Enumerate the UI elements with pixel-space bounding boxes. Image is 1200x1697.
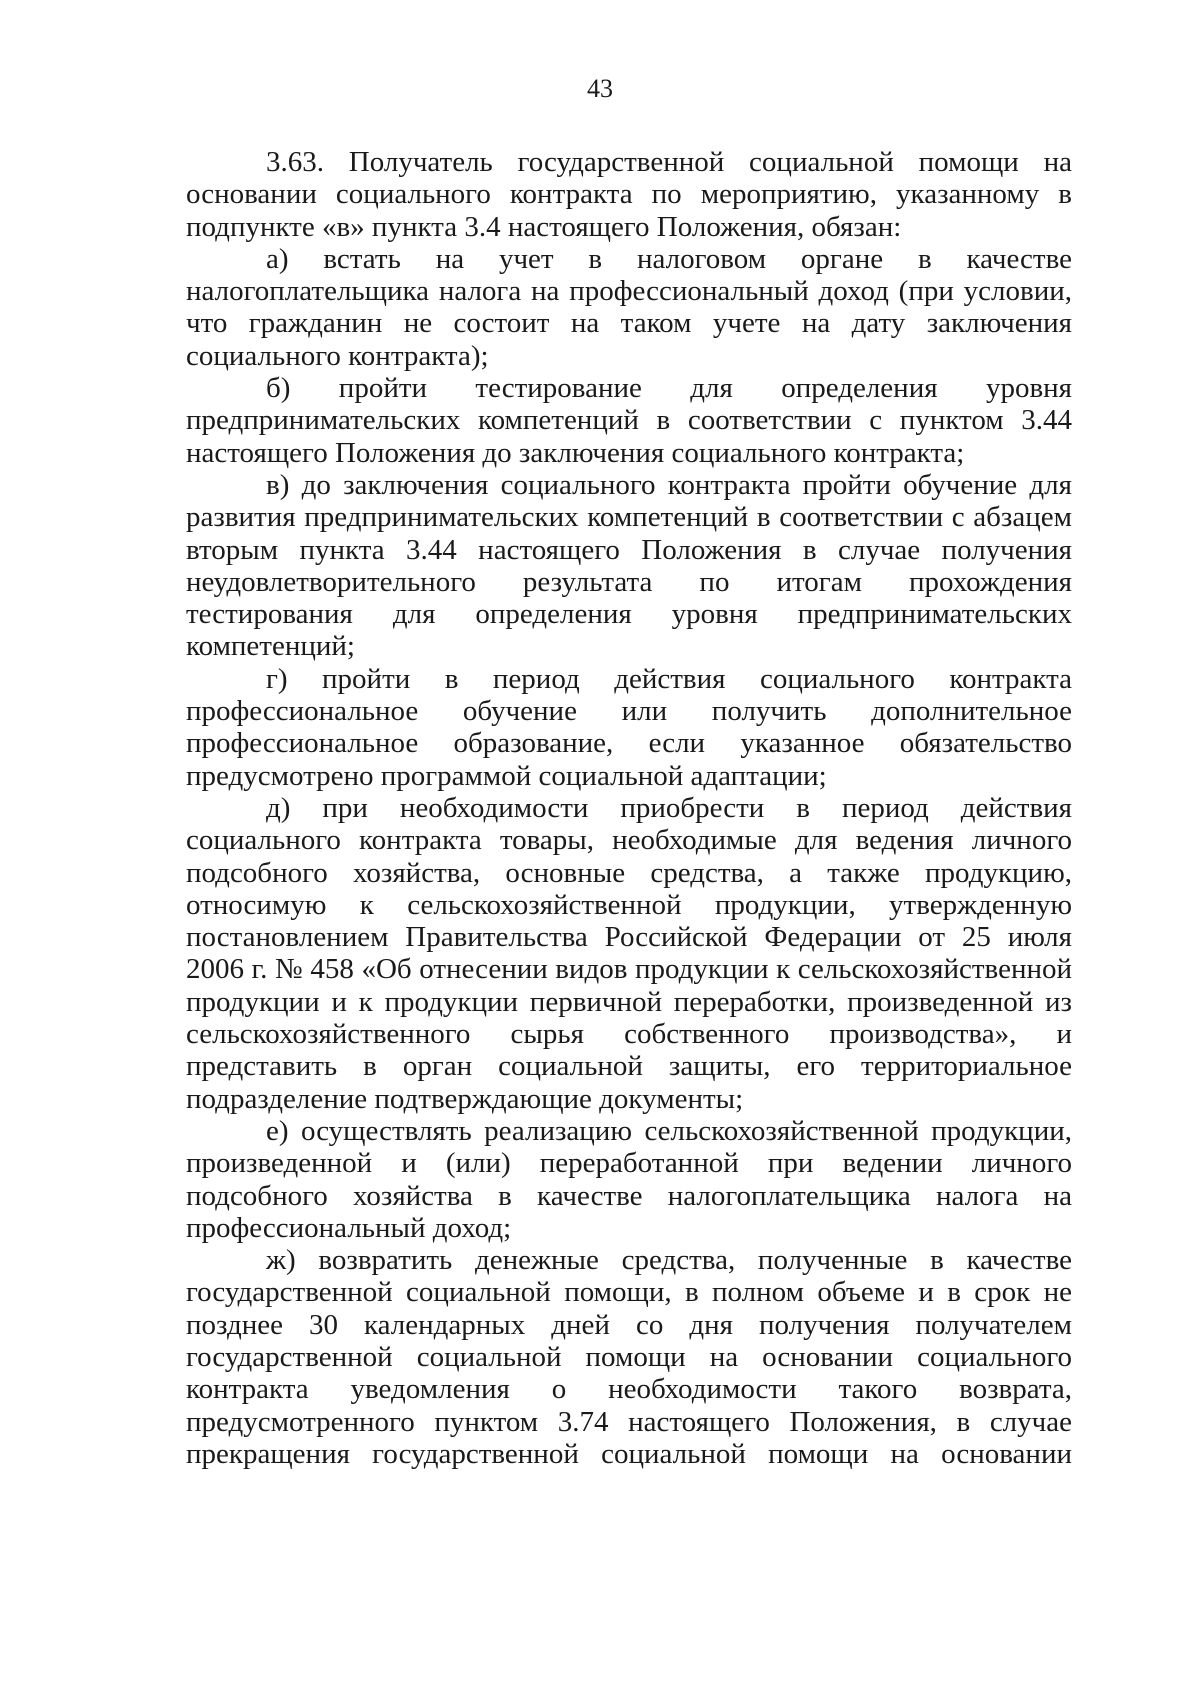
paragraph-item-g: г) пройти в период действия социального контракта профессиональное обучение или получить дополнительное профессиональное образование, если указанное обязательство предусмотрено программой социальной адаптации; — [186, 662, 1072, 792]
paragraph-item-v: в) до заключения социального контракта пройти обучение для развития предпринимательских компетенций в соответствии с абзацем вторым пункта 3.44 настоящего Положения в случае получения неудовлетворительного результата по итогам прохождения тестирования для определения уровня предпринимательских компетенций; — [186, 468, 1072, 663]
paragraph-item-d: д) при необходимости приобрести в период действия социального контракта товары, необходимые для ведения личного подсобного хозяйства, основные средства, а также продукцию, относимую к сельскохозяйственной продукции, утвержденную постановлением Правительства Российской Федерации от 25 июля 2006 г. № 458 «Об отнесении видов продукции к сельскохозяйственной продукции и к продукции первичной переработки, произведенной из сельскохозяйственного сырья собственного производства», и представить в орган социальной защиты, его территориальное подразделение подтверждающие документы; — [186, 791, 1072, 1115]
paragraph-item-a: а) встать на учет в налоговом органе в качестве налогоплательщика налога на профессиональный доход (при условии, что гражданин не состоит на таком учете на дату заключения социального контракта); — [186, 242, 1072, 372]
document-body — [186, 146, 1072, 1470]
paragraph-3-63: 3.63. Получатель государственной социальной помощи на основании социального контракта по мероприятию, указанному в подпункте «в» пункта 3.4 настоящего Положения, обязан: — [186, 146, 1072, 243]
page-number: 43 — [587, 74, 613, 103]
paragraph-item-zh: ж) возвратить денежные средства, полученные в качестве государственной социальной помощи, в полном объеме и в срок не позднее 30 календарных дней со дня получения получателем государственной социальной помощи на основании социального контракта уведомления о необходимости такого возврата, предусмотренного пунктом 3.74 настоящего Положения, в случае прекращения государственной социальной помощи на основании — [186, 1244, 1072, 1470]
paragraph-item-e: е) осуществлять реализацию сельскохозяйственной продукции, произведенной и (или) переработанной при ведении личного подсобного хозяйства в качестве налогоплательщика налога на профессиональный доход; — [186, 1114, 1072, 1244]
paragraph-item-b: б) пройти тестирование для определения уровня предпринимательских компетенций в соответствии с пунктом 3.44 настоящего Положения до заключения социального контракта; — [186, 372, 1072, 469]
